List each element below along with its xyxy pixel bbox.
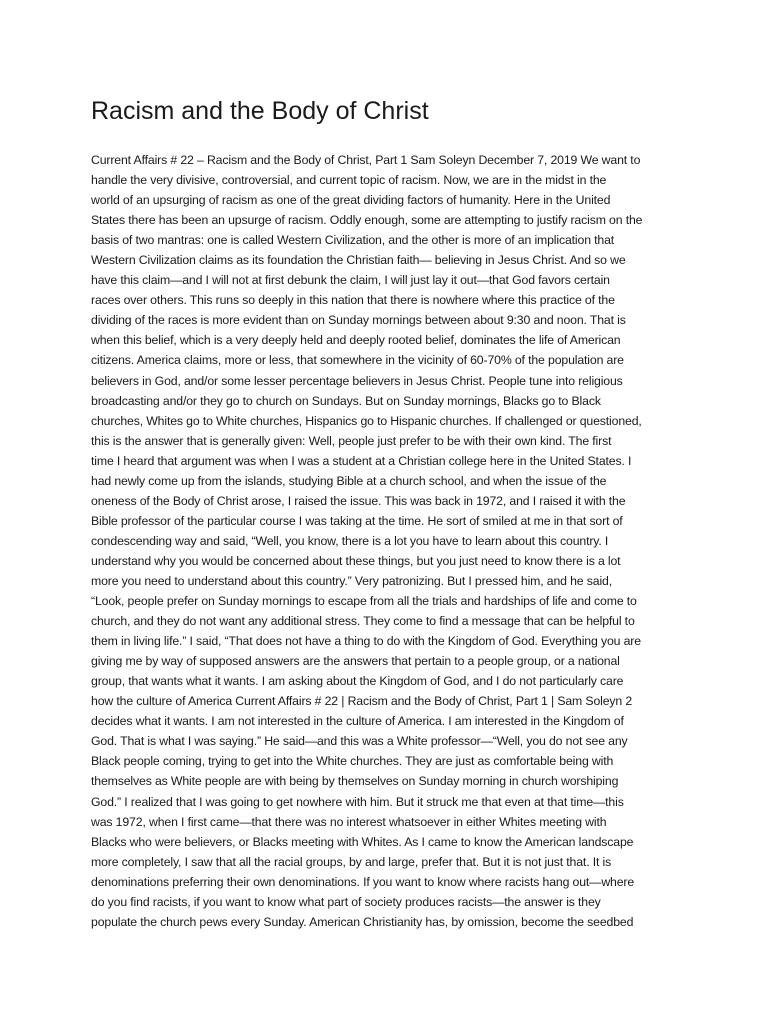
body-text-line: giving me by way of supposed answers are the answers that pertain to a people group, or a national — [91, 654, 620, 669]
body-text-line: God.” I realized that I was going to get nowhere with him. But it struck me that even at that time—this — [91, 794, 624, 809]
body-text-line: themselves as White people are with being by themselves on Sunday morning in church worshiping — [91, 774, 619, 789]
body-text-line: them in living life.” I said, “That does not have a thing to do with the Kingdom of God. Everything you are — [91, 634, 641, 649]
body-text-line: churches, Whites go to White churches, Hispanics go to Hispanic churches. If challenged or questioned, — [91, 413, 642, 428]
body-text-line: believers in God, and/or some lesser percentage believers in Jesus Christ. People tune into religious — [91, 373, 623, 388]
body-text-line: populate the church pews every Sunday. American Christianity has, by omission, become the seedbed — [91, 914, 634, 929]
body-text-line: time I heard that argument was when I was a student at a Christian college here in the United States. I — [91, 453, 632, 468]
body-text-line: more you need to understand about this country.” Very patronizing. But I pressed him, and he said, — [91, 573, 612, 588]
body-text-line: have this claim—and I will not at first debunk the claim, I will just lay it out—that God favors certain — [91, 273, 610, 288]
body-text-line: God. That is what I was saying.” He said—and this was a White professor—“Well, you do not see any — [91, 734, 628, 749]
body-text-line: Blacks who were believers, or Blacks meeting with Whites. As I came to know the American landscape — [91, 834, 634, 849]
body-text-line: Bible professor of the particular course I was taking at the time. He sort of smiled at me in that sort of — [91, 513, 623, 528]
body-text-line: “Look, people prefer on Sunday mornings to escape from all the trials and hardships of life and come to — [91, 594, 637, 609]
body-text-line: basis of two mantras: one is called Western Civilization, and the other is more of an implication that — [91, 233, 615, 248]
body-text-line: understand why you would be concerned about these things, but you just need to know there is a lot — [91, 553, 621, 568]
body-text-line: dividing of the races is more evident than on Sunday mornings between about 9:30 and noon. That is — [91, 313, 626, 328]
body-text-line: when this belief, which is a very deeply held and deeply rooted belief, dominates the life of American — [91, 333, 621, 348]
body-text-line: how the culture of America Current Affairs # 22 | Racism and the Body of Christ, Part 1 | Sam Soleyn 2 — [91, 694, 633, 709]
body-text-line: Current Affairs # 22 – Racism and the Body of Christ, Part 1 Sam Soleyn December 7, 2019 We want to — [91, 153, 641, 167]
body-text-line: States there has been an upsurge of racism. Oddly enough, some are attempting to justify racism on the — [91, 213, 643, 228]
body-text-line: world of an upsurging of racism as one of the great dividing factors of humanity. Here in the United — [91, 193, 611, 208]
body-text-line: condescending way and said, “Well, you know, there is a lot you have to learn about this country. I — [91, 533, 609, 548]
body-text-line: Black people coming, trying to get into the White churches. They are just as comfortable being with — [91, 754, 614, 769]
body-text-line: group, that wants what it wants. I am asking about the Kingdom of God, and I do not particularly care — [91, 674, 624, 689]
body-text-line: more completely, I saw that all the racial groups, by and large, prefer that. But it is not just that. It is — [91, 854, 612, 869]
body-text-line: oneness of the Body of Christ arose, I raised the issue. This was back in 1972, and I raised it with the — [91, 493, 626, 508]
body-text-line: this is the answer that is generally given: Well, people just prefer to be with their own kind. The first — [91, 433, 612, 448]
body-text-line: do you find racists, if you want to know what part of society produces racists—the answer is they — [91, 894, 601, 909]
body-text-line: handle the very divisive, controversial, and current topic of racism. Now, we are in the midst in the — [91, 173, 607, 188]
document-body — [91, 150, 691, 932]
body-text-line: races over others. This runs so deeply in this nation that there is nowhere where this practice of the — [91, 293, 615, 308]
body-text-line: Western Civilization claims as its foundation the Christian faith— believing in Jesus Christ. And so we — [91, 253, 626, 268]
body-text-line: decides what it wants. I am not interested in the culture of America. I am interested in the Kingdom of — [91, 714, 624, 729]
body-text-line: denominations preferring their own denominations. If you want to know where racists hang out—where — [91, 874, 635, 889]
body-text-line: was 1972, when I first came—that there was no interest whatsoever in either Whites meeting with — [91, 814, 607, 829]
body-text-line: church, and they do not want any additional stress. They come to find a message that can be helpful to — [91, 614, 635, 629]
body-text-line: had newly come up from the islands, studying Bible at a church school, and when the issue of the — [91, 473, 607, 488]
body-text-line: citizens. America claims, more or less, that somewhere in the vicinity of 60-70% of the population are — [91, 353, 624, 368]
document-title: Racism and the Body of Christ — [91, 97, 429, 125]
body-text-line: broadcasting and/or they go to church on Sundays. But on Sunday mornings, Blacks go to Black — [91, 393, 601, 408]
